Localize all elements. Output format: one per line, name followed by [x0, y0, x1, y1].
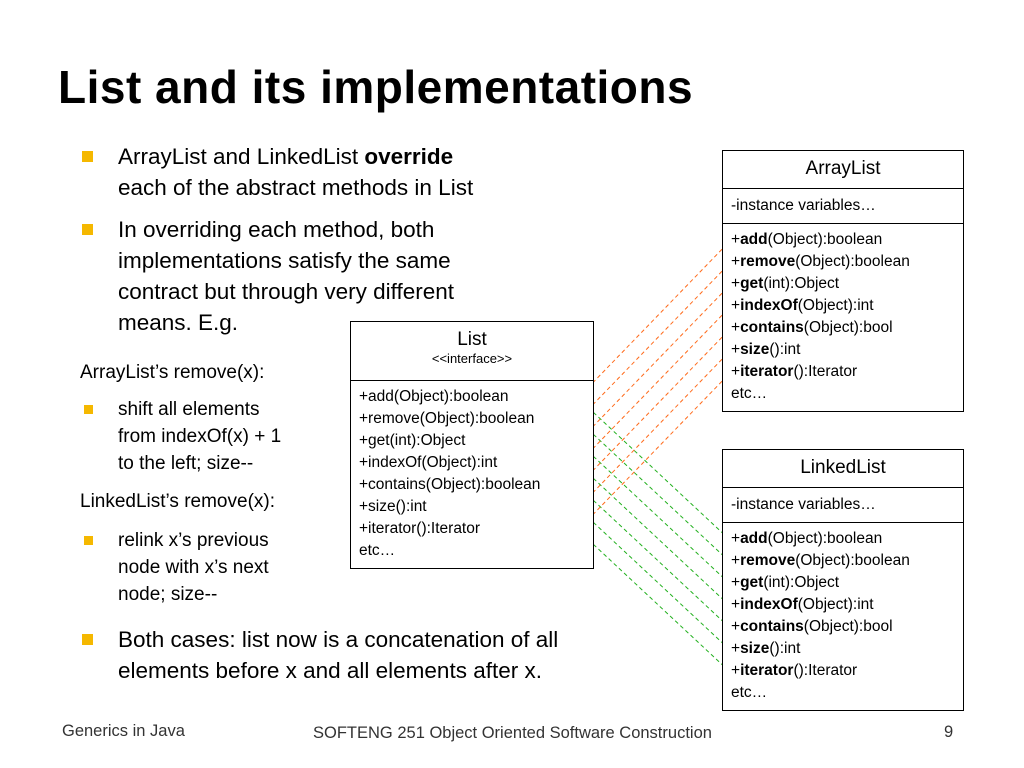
footer-center: SOFTENG 251 Object Oriented Software Construction: [313, 724, 712, 742]
arraylist-method: [731, 229, 963, 251]
method-plus: +: [731, 319, 741, 336]
linkedlist-method: [731, 638, 963, 660]
method: +iterator():Iterator: [359, 520, 481, 537]
linkedlist-link-line: [578, 420, 730, 562]
method: +get(int):Object: [359, 432, 466, 449]
method-plus: +: [731, 363, 741, 380]
bullet-text: elements before x and all elements after x.: [118, 658, 542, 683]
linkedlist-link-line: [578, 486, 730, 628]
method-plus: +: [731, 341, 741, 358]
method-signature: ():Iterator: [793, 662, 858, 679]
method-plus: +: [731, 297, 741, 314]
method-signature: ():int: [769, 640, 801, 657]
method: +contains(Object):boolean: [359, 476, 541, 493]
arraylist-link-line: [578, 329, 730, 486]
arraylist-method: [731, 251, 963, 273]
method: +remove(Object):boolean: [359, 410, 535, 427]
list-interface-box: [350, 321, 594, 569]
method-name: contains: [740, 618, 804, 635]
bold-word: override: [364, 144, 454, 169]
method-name: iterator: [740, 363, 794, 380]
linkedlist-method: [731, 572, 963, 594]
method-plus: +: [731, 596, 741, 613]
method-signature: (Object):boolean: [767, 231, 883, 248]
bullet-text: Both cases: list now is a concatenation of all: [118, 627, 559, 652]
method-signature: (Object):bool: [803, 319, 893, 336]
linkedlist-link-line: [578, 398, 730, 540]
linkedlist-link-line: [578, 508, 730, 650]
bullet-text: contract but through very different: [118, 279, 455, 304]
method-plus: +: [731, 530, 741, 547]
linkedlist-method: [731, 660, 963, 682]
method-plus: +: [731, 253, 741, 270]
linkedlist-method: [731, 550, 963, 572]
method-plus: +: [731, 662, 741, 679]
class-name: LinkedList: [800, 457, 886, 478]
arraylist-method: [731, 295, 963, 317]
bullet-text: each of the abstract methods in List: [118, 175, 474, 200]
method-name: contains: [740, 319, 804, 336]
class-name: ArrayList: [805, 158, 881, 179]
bullet-text: means. E.g.: [118, 310, 239, 335]
list-header: [351, 322, 593, 381]
arraylist-link-line: [578, 285, 730, 442]
arraylist-box: [722, 150, 964, 412]
method-signature: (int):Object: [763, 275, 840, 292]
method-signature: (Object):boolean: [767, 530, 883, 547]
linkedlist-link-line: [578, 464, 730, 606]
bullet-text: relink x’s previous: [118, 530, 269, 551]
method-name: add: [740, 530, 768, 547]
bullet-text: In overriding each method, both: [118, 217, 435, 242]
method: +size():int: [359, 498, 427, 515]
slide-title: List and its implementations: [58, 61, 694, 113]
method-plus: +: [731, 640, 741, 657]
stereotype: <<interface>>: [431, 351, 513, 366]
bullet-text: ArrayList and LinkedList: [118, 144, 365, 169]
arraylist-method: [731, 317, 963, 339]
bullet-text: node with x’s next: [118, 557, 269, 578]
method-name: size: [740, 640, 770, 657]
linkedlist-box: [722, 449, 964, 711]
method-name: indexOf: [740, 297, 798, 314]
method-signature: ():int: [769, 341, 801, 358]
method-signature: (Object):int: [797, 596, 874, 613]
method-signature: (Object):boolean: [795, 552, 910, 569]
fields: -instance variables…: [723, 488, 963, 523]
method-signature: (int):Object: [763, 574, 840, 591]
footer-left: Generics in Java: [62, 722, 185, 740]
method-plus: +: [731, 552, 741, 569]
arraylist-remove-label: ArrayList’s remove(x):: [80, 362, 265, 383]
method-plus: +: [731, 231, 741, 248]
arraylist-link-line: [578, 351, 730, 508]
arraylist-link-line: [578, 373, 730, 530]
arraylist-link-line: [578, 307, 730, 464]
linkedlist-method: [731, 616, 963, 638]
bullet-text: to the left; size--: [118, 453, 254, 474]
method: +indexOf(Object):int: [359, 454, 498, 471]
etc: etc…: [731, 385, 768, 402]
linkedlist-header: [723, 450, 963, 488]
bullet-text: from indexOf(x) + 1: [118, 426, 282, 447]
method-signature: (Object):bool: [803, 618, 893, 635]
arraylist-method: [731, 273, 963, 295]
fields: -instance variables…: [723, 189, 963, 224]
method-name: remove: [740, 253, 796, 270]
linkedlist-link-line: [578, 530, 730, 672]
method-name: iterator: [740, 662, 794, 679]
linkedlist-method: [731, 594, 963, 616]
arraylist-header: [723, 151, 963, 189]
arraylist-method: [731, 339, 963, 361]
page-number: 9: [944, 723, 954, 741]
method-name: add: [740, 231, 768, 248]
method-name: get: [740, 574, 764, 591]
arraylist-methods: [723, 224, 963, 405]
linkedlist-link-line: [578, 442, 730, 584]
linkedlist-remove-label: LinkedList’s remove(x):: [80, 491, 276, 512]
list-methods: [351, 381, 593, 562]
method-name: get: [740, 275, 764, 292]
class-name: List: [457, 329, 487, 350]
bullet-text: shift all elements: [118, 399, 260, 420]
method-signature: (Object):int: [797, 297, 874, 314]
method-signature: ():Iterator: [793, 363, 858, 380]
method-name: remove: [740, 552, 796, 569]
bullet-text: implementations satisfy the same: [118, 248, 451, 273]
method-plus: +: [731, 275, 741, 292]
method-signature: (Object):boolean: [795, 253, 910, 270]
method-plus: +: [731, 618, 741, 635]
method-name: size: [740, 341, 770, 358]
bullet-text: node; size--: [118, 584, 218, 605]
linkedlist-method: [731, 528, 963, 550]
method-plus: +: [731, 574, 741, 591]
arraylist-method: [731, 361, 963, 383]
method: +add(Object):boolean: [359, 388, 509, 405]
etc: etc…: [731, 684, 768, 701]
linkedlist-methods: [723, 523, 963, 704]
method-name: indexOf: [740, 596, 798, 613]
method: etc…: [359, 542, 396, 559]
